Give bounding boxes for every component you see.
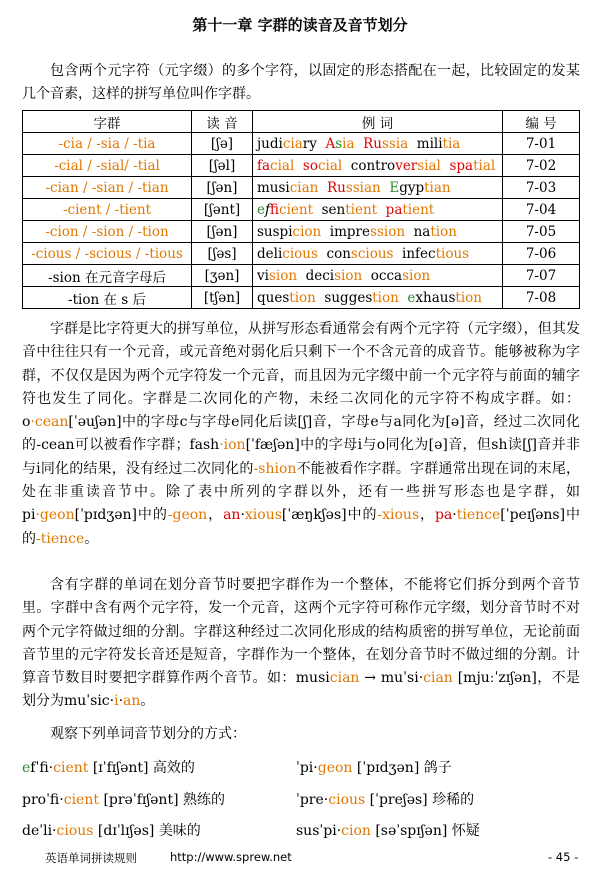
example-cell: judiciary Asia Russia militia (253, 133, 503, 155)
group-cell: -cia / -sia / -tia (23, 133, 192, 155)
header-number: 编 号 (503, 111, 580, 133)
body-paragraph-1: 字群是比字符更大的拼写单位，从拼写形态看通常会有两个元字符（元字缀），但其发音中往往只有一个元音，或元音绝对弱化后只剩下一个不含元音的成音节。能够被称为字群，不仅仅是因为两个元字符发一个元音，而且因为元字缀中前一个元字符与前面的辅字符也发生了同化。字群是二次同化的产物，未经二次同化的元字符不构成字群。如：o·cean[ˈəuʃən]中的字母c与字母e同化后读[ʃ]音，字母e与a同化为[ə]音，经过二次同化的-cean可以被看作字群；fash·ion[ˈfæʃən]中的字母i与o同化为[ə]音，但sh读[ʃ]音并非与i同化的结果，没有经过二次同化的-shion不能被看作字群。字群通常出现在词的末尾，处在非重读音节中。除了表中所列的字群以外，还有一些拼写形态也是字群，如pi·geon[ˈpɪdʒən]中的-geon，an·xious[ˈæŋkʃəs]中的-xious，pa·tience[ˈpeɪʃəns]中的-tience。 (22, 321, 581, 547)
letter-group-table (22, 110, 580, 309)
example-precious: ˈpre·cious [ˈpreʃəs] 珍稀的 (296, 792, 475, 808)
chapter-title: 第十一章 字群的读音及音节划分 (192, 16, 408, 34)
group-cell: -cian / -sian / -tian (23, 177, 192, 199)
group-cell: -tion 在 s 后 (23, 287, 192, 309)
pron-cell: [ʃə] (192, 133, 253, 155)
table-row (23, 133, 580, 155)
header-examples: 例 词 (253, 111, 503, 133)
number-cell: 7-04 (503, 199, 580, 221)
table-row (23, 265, 580, 287)
example-efficient: efˈfi·cient [ɪˈfɪʃənt] 高效的 (22, 760, 195, 776)
pron-cell: [tʃən] (192, 287, 253, 309)
example-cell: facial social controversial spatial (253, 155, 503, 177)
group-cell: -cious / -scious / -tious (23, 243, 192, 265)
group-cell: -cion / -sion / -tion (23, 221, 192, 243)
table-header-row (23, 111, 580, 133)
example-cell: delicious conscious infectious (253, 243, 503, 265)
header-pronunciation: 读 音 (192, 111, 253, 133)
body-paragraph-2: 含有字群的单词在划分音节时要把字群作为一个整体，不能将它们拆分到两个音节里。字群中含有两个元字符，发一个元音，这两个元字符可称作元字缀，划分音节时不对两个元字符做过细的分割。字群这种经过二次同化形成的结构质密的拼写单位，无论前面音节里的元字符发长音还是短音，字群作为一个整体，在划分音节时不做过细的分割。计算音节数目时要把字群算作两个音节。如：musician → muˈsi·cian [mjuːˈzɪʃən]，不是划分为muˈsic·i·an。 (22, 577, 581, 710)
header-group: 字群 (23, 111, 192, 133)
pron-cell: [ʃənt] (192, 199, 253, 221)
intro-paragraph: 包含两个元字符（元字缀）的多个字符，以固定的形态搭配在一起，比较固定的发某几个音素，这样的拼写单位叫作字群。 (22, 63, 580, 103)
pron-cell: [ʒən] (192, 265, 253, 287)
observe-line: 观察下列单词音节划分的方式： (50, 726, 246, 742)
example-suspicion: susˈpi·cion [səˈspɪʃən] 怀疑 (296, 823, 480, 839)
pron-cell: [ʃən] (192, 221, 253, 243)
example-cell: question suggestion exhaustion (253, 287, 503, 309)
example-proficient: proˈfi·cient [prəˈfɪʃənt] 熟练的 (22, 792, 225, 808)
example-delicious: deˈli·cious [dɪˈlɪʃəs] 美味的 (22, 823, 201, 839)
pron-cell: [ʃəs] (192, 243, 253, 265)
table-row (23, 199, 580, 221)
table-row (23, 221, 580, 243)
number-cell: 7-07 (503, 265, 580, 287)
footer-page-number: - 45 - (548, 850, 579, 864)
number-cell: 7-05 (503, 221, 580, 243)
table-row (23, 243, 580, 265)
group-cell: -sion 在元音字母后 (23, 265, 192, 287)
number-cell: 7-06 (503, 243, 580, 265)
example-cell: musician Russian Egyptian (253, 177, 503, 199)
footer-book-title: 英语单词拼读规则 (45, 851, 137, 865)
pron-cell: [ʃəl] (192, 155, 253, 177)
number-cell: 7-01 (503, 133, 580, 155)
table-row (23, 287, 580, 309)
example-pigeon: ˈpi·geon [ˈpɪdʒən] 鸽子 (296, 760, 452, 776)
example-cell: efficient sentient patient (253, 199, 503, 221)
group-cell: -cient / -tient (23, 199, 192, 221)
number-cell: 7-03 (503, 177, 580, 199)
example-cell: suspicion impression nation (253, 221, 503, 243)
number-cell: 7-02 (503, 155, 580, 177)
pron-cell: [ʃən] (192, 177, 253, 199)
footer-url: http://www.sprew.net (170, 850, 292, 864)
example-cell: vision decision occasion (253, 265, 503, 287)
table-row (23, 177, 580, 199)
table-row (23, 155, 580, 177)
number-cell: 7-08 (503, 287, 580, 309)
group-cell: -cial / -sial/ -tial (23, 155, 192, 177)
